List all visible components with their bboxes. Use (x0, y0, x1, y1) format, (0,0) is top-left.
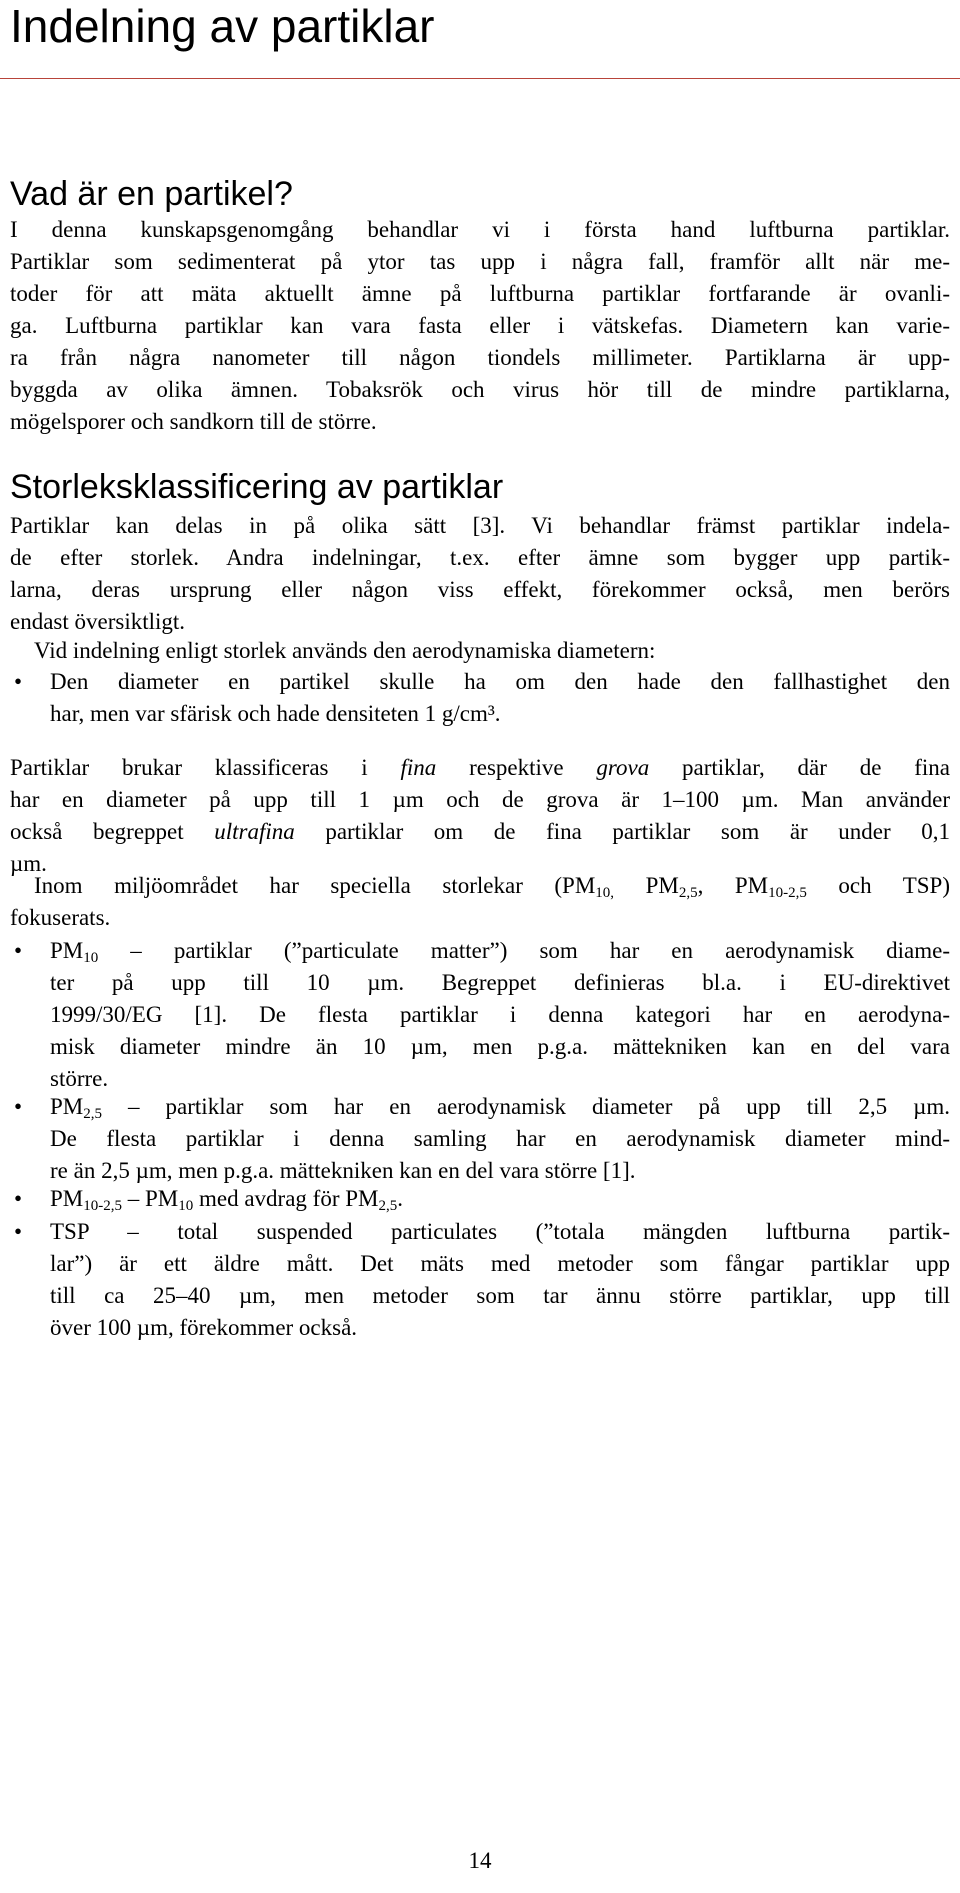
text-line: 1999/30/EG [1]. De flesta partiklar i denna kategori har en aerodyna- (50, 1002, 950, 1027)
paragraph-aerodynamic-diameter (10, 635, 950, 667)
paragraph-pm-sizes (10, 870, 950, 934)
text-line: Partiklar kan delas in på olika sätt [3]. Vi behandlar främst partiklar indela- (10, 513, 950, 538)
text-line: toder för att mäta aktuellt ämne på luftburna partiklar fortfarande är ovanli- (10, 281, 950, 306)
text-line: har en diameter på upp till 1 µm och de grova är 1–100 µm. Man använder (10, 787, 950, 812)
section-heading-size-classification: Storleksklassificering av partiklar (10, 468, 504, 506)
text-line: I denna kunskapsgenomgång behandlar vi i första hand luftburna partiklar. (10, 217, 950, 242)
page-title: Indelning av partiklar (10, 0, 435, 52)
bullet-icon: • (14, 1094, 23, 1119)
text-line: re än 2,5 µm, men p.g.a. mättekniken kan en del vara större [1]. (50, 1158, 636, 1183)
text-line: också begreppet ultrafina partiklar om de fina partiklar som är under 0,1 (10, 819, 950, 844)
text-line: till ca 25–40 µm, men metoder som tar ännu större partiklar, upp till (50, 1283, 950, 1308)
text-line: Vid indelning enligt storlek används den aerodynamiska diametern: (34, 638, 656, 663)
text-line: större. (50, 1066, 109, 1091)
text-line: de efter storlek. Andra indelningar, t.ex. efter ämne som bygger upp partik- (10, 545, 950, 570)
text-line: ga. Luftburna partiklar kan vara fasta eller i vätskefas. Diametern kan varie- (10, 313, 950, 338)
text-line: lar”) är ett äldre mått. Det mäts med metoder som fångar partiklar upp (50, 1251, 950, 1276)
text-line: De flesta partiklar i denna samling har en aerodynamisk diameter mind- (50, 1126, 950, 1151)
text-line: Den diameter en partikel skulle ha om den hade den fallhastighet den (50, 669, 950, 694)
term-ultrafina: ultrafina (214, 819, 295, 844)
text-line: ra från några nanometer till någon tiondels millimeter. Partiklarna är upp- (10, 345, 950, 370)
title-underline (0, 78, 960, 79)
text-line: $PM_{10}$ – partiklar (”particulate matter”) som har en aerodynamisk diame- (50, 938, 950, 966)
text-line: har, men var sfärisk och hade densiteten 1 g/cm³. (50, 701, 501, 726)
text-line: TSP – total suspended particulates (”totala mängden luftburna partik- (50, 1219, 950, 1244)
text-line: $PM_{2,5}$ – partiklar som har en aerodynamisk diameter på upp till 2,5 µm. (50, 1094, 950, 1122)
term-fina: fina (400, 755, 437, 780)
bullet-icon: • (14, 1219, 23, 1244)
bullet-icon: • (14, 938, 23, 963)
text-line: misk diameter mindre än 10 µm, men p.g.a. mättekniken kan en del vara (50, 1034, 950, 1059)
bullet-icon: • (14, 1186, 23, 1211)
text-line: ter på upp till 10 µm. Begreppet definieras bl.a. i EU-direktivet (50, 970, 950, 995)
page-number: 14 (468, 1848, 492, 1873)
text-line: Partiklar som sedimenterat på ytor tas upp i några fall, framför allt när me- (10, 249, 950, 274)
text-line: larna, deras ursprung eller någon viss effekt, förekommer också, men berörs (10, 577, 950, 602)
text-line: $PM_{10-2,5} - PM_{10}$ med avdrag för $PM_{2,5}$. (50, 1186, 403, 1214)
text-line: µm. (10, 851, 47, 876)
text-line: byggda av olika ämnen. Tobaksrök och virus hör till de mindre partiklarna, (10, 377, 950, 402)
text-line: över 100 µm, förekommer också. (50, 1315, 358, 1340)
text-line: Partiklar brukar klassificeras i fina respektive grova partiklar, där de fina (10, 755, 950, 780)
text-line: endast översiktligt. (10, 609, 186, 634)
term-grova: grova (596, 755, 650, 780)
text-line: mögelsporer och sandkorn till de större. (10, 409, 377, 434)
section-heading-what-is-particle: Vad är en partikel? (10, 175, 293, 213)
paragraph-what-is-particle (10, 214, 950, 438)
paragraph-classification-intro (10, 510, 950, 638)
text-line: Inom miljöområdet har speciella storlekar ($PM_{10,}$ $PM_{2,5}$, $PM_{10-2,5}$ och TSP) (34, 873, 950, 901)
bullet-icon: • (14, 669, 23, 694)
paragraph-fine-coarse (10, 752, 950, 880)
text-line: fokuserats. (10, 905, 111, 930)
